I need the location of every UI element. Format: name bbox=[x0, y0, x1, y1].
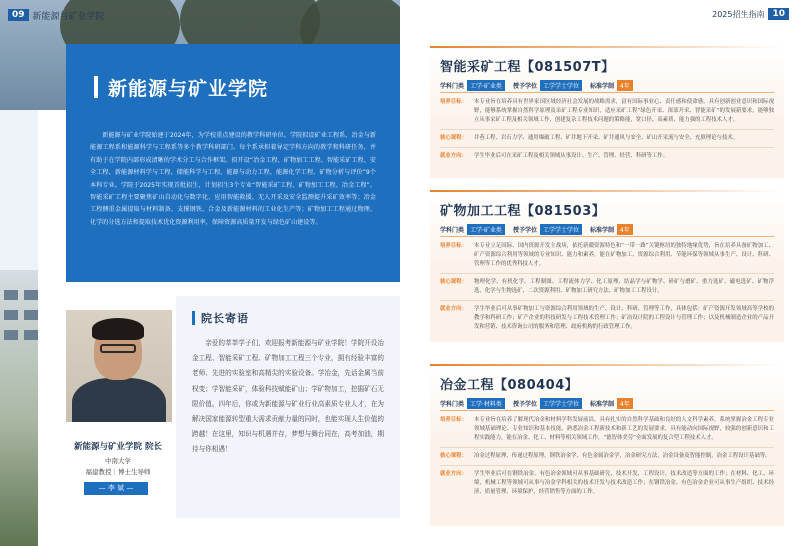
detail-row: 培养目标： 本专业旨在培养具有世界家国区域经济社会发展的战略需求，富有国际事业心、责任感和使命感，具有创新创业意识和国际视野，能够系统掌握自然科学原理及采矿工程专业知识，适应采矿工程“绿色开采、深部开采、智能采矿”的发展新要求，能够独立从事采矿工程及相关领域工作，创建复杂工程技术问题的策略能，宽口径、高素质、能力强的工程技术人才。 bbox=[440, 99, 774, 123]
detail-row: 就业方向： 学生毕业后可从事矿物加工与资源综合利用领域的生产、设计、科研、管理等工作，具体包括：矿产资源开发领域高等学校的教学和科研工作；矿产企业的科技研发与工程技术管理工作；矿冶设计院的工程设计与管理工作；以及机械制造企业的产品开发和营销、技术咨询公司的服务和管理、政府机构的行政管理工作。 bbox=[440, 306, 774, 330]
major-title: 智能采矿工程【081507T】 bbox=[440, 60, 615, 75]
page-number-right: 10 bbox=[768, 8, 789, 20]
detail-row: 核心课程： 物理化学、有机化学、工程制图、工程流体力学、化工原理、结晶学与矿物学、碎矿与磨矿、重力选矿、磁电选矿、矿物浮选、化学与生物选矿、二次资源利用、矿物加工研究方法、矿物加工工程设计。 bbox=[440, 279, 774, 294]
page-number-left: 09 bbox=[8, 9, 29, 21]
major-details bbox=[440, 242, 774, 336]
right-page bbox=[400, 0, 799, 546]
years-tag: 4年 bbox=[617, 398, 633, 409]
left-header-title: 新能源与矿业学院 bbox=[32, 11, 105, 22]
discipline-tag: 工学·材料类 bbox=[467, 398, 505, 409]
major-info-line: 学科门类 工学·矿业类 授予学位 工学学士学位 标准学制 4年 bbox=[440, 80, 641, 91]
major-card bbox=[430, 192, 784, 342]
major-card bbox=[430, 366, 784, 526]
college-intro-box bbox=[66, 44, 400, 282]
years-tag: 4年 bbox=[617, 224, 633, 235]
discipline-tag: 工学·矿业类 bbox=[467, 80, 505, 91]
degree-tag: 工学学士学位 bbox=[540, 398, 582, 409]
detail-row: 核心课程： 井巷工程、岩石力学、通用爆破工程、矿井地下开采、矿井通风与安全、矿山开采流与安全、充填理论与技术。 bbox=[440, 135, 739, 141]
detail-row: 培养目标： 本专业旨在培养了解现代冶金和材料学科发展前沿，具有扎实的自然科学基础和良好的人文科学素养，系统掌握冶金工程专业领域基础理论、专业知识和基本技能，熟悉冶金工程新技术和新工艺的发展要求，具有能动向国际视野，较强的创新意识和工程实践能力，能在冶金、化工、材料等相关领域工作，“德智体美劳”全面发展的复合型工程技术人才。 bbox=[440, 417, 774, 441]
major-card bbox=[430, 48, 784, 178]
college-name: 新能源与矿业学院 bbox=[108, 77, 269, 100]
years-tag: 4年 bbox=[617, 80, 633, 91]
heading-accent-bar bbox=[94, 76, 98, 98]
major-info-line: 学科门类 工学·矿业类 授予学位 工学学士学位 标准学制 4年 bbox=[440, 224, 641, 235]
major-title: 矿物加工工程【081503】 bbox=[440, 204, 606, 219]
message-accent-bar bbox=[192, 311, 195, 325]
message-text: 亲爱的莘莘学子们，欢迎报考新能源与矿业学院！学院开设冶金工程、智能采矿工程、矿物加工工程三个专业，拥有经验丰富的老师、先进的实验室和高精尖的实验设备。学冶金，先话金属当前权变；学智能采矿，体验科技赋能矿山；学矿物加工，挖掘矿石无限价值。四年后，你或为新能源与矿业行业高素质专业人才，在为解决国家能源转型重大需求贡献力量的同时，也能实现人生价值的跨越！在这里，知识与机遇并存，梦想与舞台同在，高考加油，期待与你相遇！ bbox=[192, 339, 384, 454]
president-name-badge: — 李 斌 — bbox=[84, 482, 148, 495]
major-details bbox=[440, 98, 774, 165]
major-title: 冶金工程【080404】 bbox=[440, 378, 579, 393]
right-header bbox=[712, 8, 789, 20]
college-heading bbox=[78, 44, 388, 130]
president-photo bbox=[66, 310, 172, 422]
discipline-tag: 工学·矿业类 bbox=[467, 224, 505, 235]
major-info-line: 学科门类 工学·材料类 授予学位 工学学士学位 标准学制 4年 bbox=[440, 398, 641, 409]
president-message-box bbox=[176, 296, 400, 518]
left-header bbox=[0, 0, 400, 30]
detail-row: 核心课程： 冶金过程原理，传递过程原理，钢铁冶金学，有色金属冶金学，冶金研究方法，冶金设备及智能控制，冶金工程设计基础等。 bbox=[440, 453, 771, 459]
degree-tag: 工学学士学位 bbox=[540, 80, 582, 91]
college-intro-text: 新能源与矿业学院始建于2024年，为学校重点建设的教学科研单位。学院拟设矿业工程系、冶金与新能源工程系和能源科学与工程系等多个教学科研部门。每个系承担着导定学科方向的教学和科研任务，并有助于在学院内部形成清晰的学术分工与合作框架。拟开设“冶金工程、矿物加工工程、智能采矿工程、安全工程、新能源材料学与工程、储能科学与工程、能源与动力工程、能源化学工程、矿物分析与评价”9个本科专业。学院于2025年实现首批招生，计划招生3个专业“智能采矿工程、矿物加工工程、冶金工程”。智能采矿工程主要聚焦矿山自动化与数字化、应用智能救援、无人开采及安全监测提升采矿效率等；冶金工程侧重金属提取与材料制备、支撑钢铁、合金及新能源材料的工业化生产等；矿物加工工程通过物理、化学的分选方法和提取技术优化资源利用率，保障资源高质量开发与绿色矿山建设等。 bbox=[90, 132, 376, 226]
detail-row: 培养目标： 本专业立足国际、国内资源开发主战场，依托新疆资源特色和“一带一路”关键枢纽的独特地缘优势，旨在培养具备矿物加工、矿产资源综合利用等领域的专业知识、能力和素养，能在矿物加工、资源综合利用、节能环保等领域从事生产、设计、科研、管理等工作的优秀科技人才。 bbox=[440, 243, 774, 267]
message-title: 院长寄语 bbox=[201, 312, 249, 325]
president-school: 中南大学 bbox=[105, 457, 131, 465]
detail-row: 就业方向： 学生毕业后可在采矿工程及相关领域从事设计、生产、管理、经营、科研等工作。 bbox=[440, 153, 669, 159]
detail-row: 就业方向： 学生毕业后可在钢铁冶金、有色冶金领域可从事基础研究、技术开发、工程设计，技术改造等方面的工作；在材料、化工、环境、机械工程等领域可从事与冶金学科相关的技术开发与技术改造工作；在钢铁冶金、有色冶金企业可从事生产组织、技术经济、质量管理、环境保护、经营销售等方面的工作。 bbox=[440, 471, 774, 495]
president-caption: 新能源与矿业学院 院长 bbox=[74, 442, 162, 452]
president-title: 福建教授｜博士生导师 bbox=[85, 468, 151, 476]
major-details bbox=[440, 416, 774, 501]
degree-tag: 工学学士学位 bbox=[540, 224, 582, 235]
message-heading bbox=[192, 310, 384, 326]
right-header-title: 2025招生指南 bbox=[712, 9, 765, 19]
